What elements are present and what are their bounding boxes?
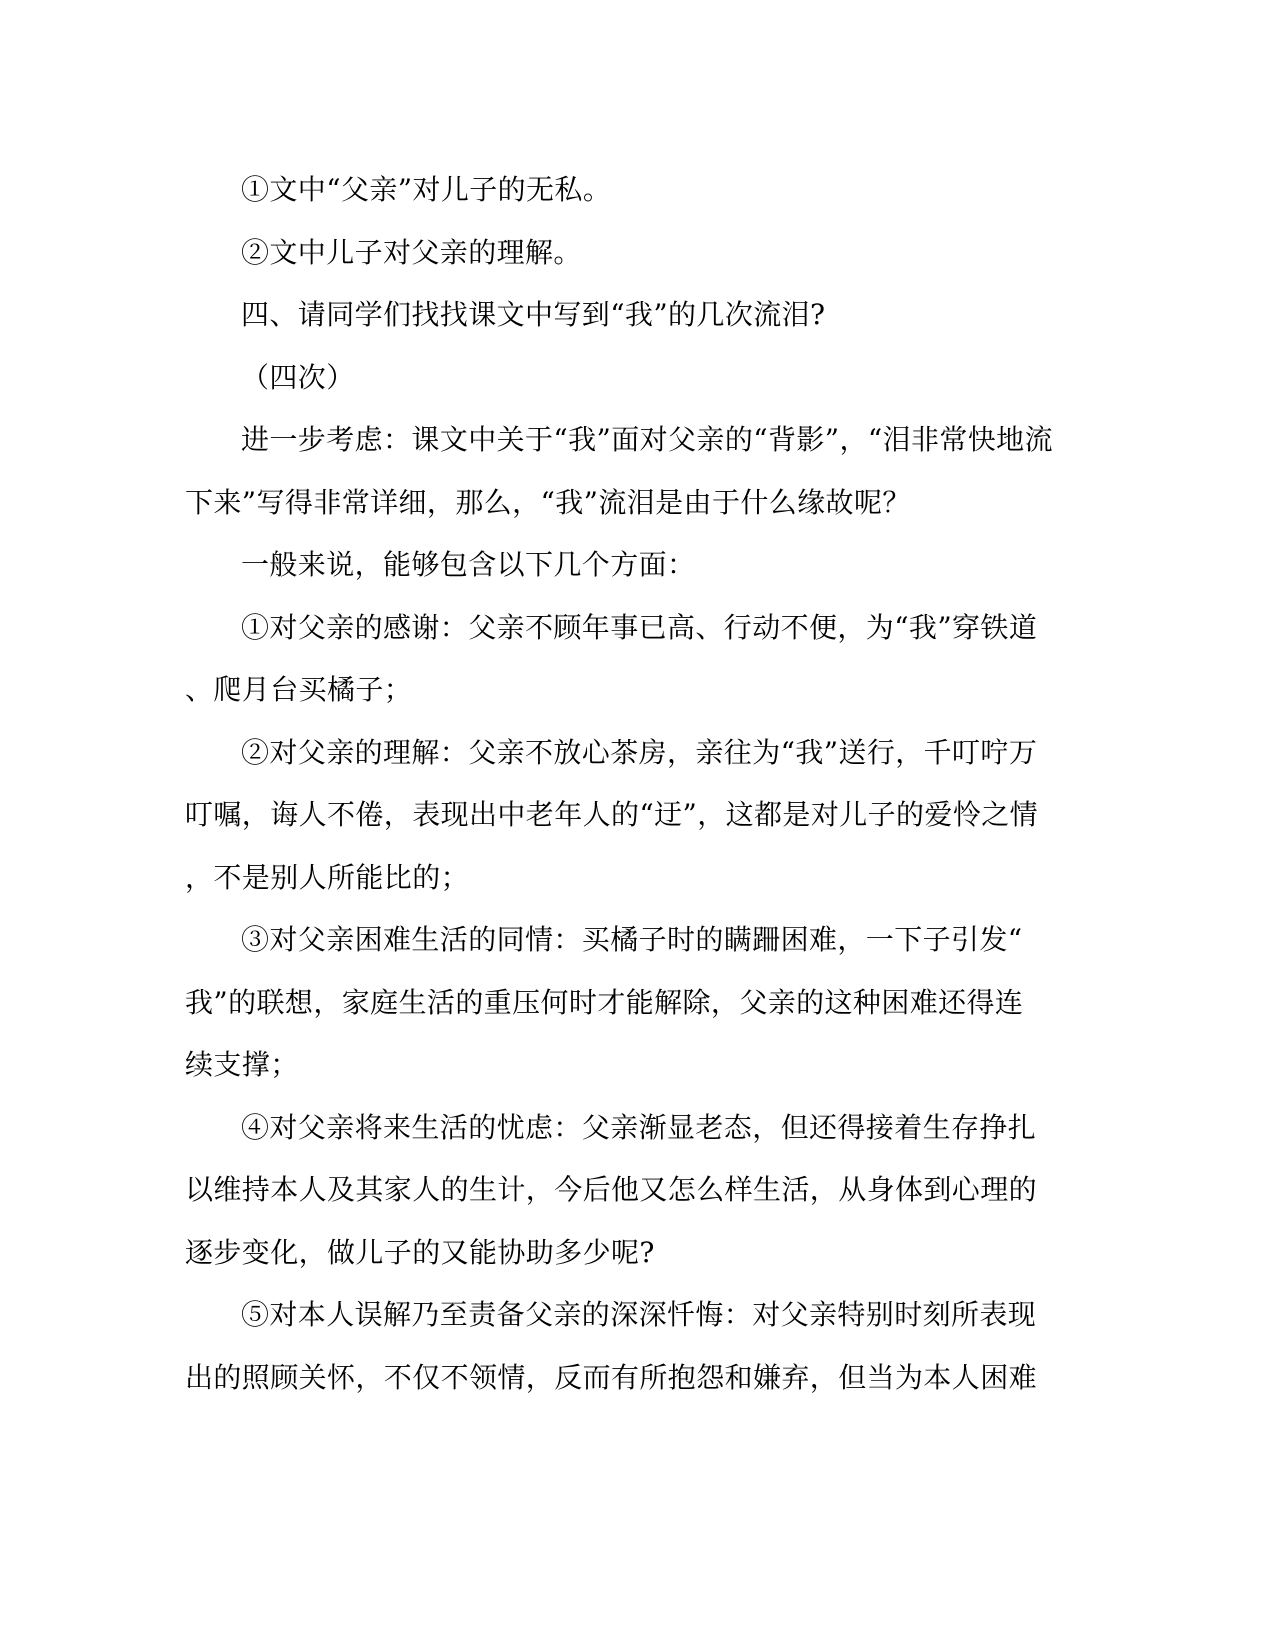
text-line: 四、请同学们找找课文中写到“我”的几次流泪? bbox=[241, 298, 826, 331]
text-line: 下来”写得非常详细，那么，“我”流泪是由于什么缘故呢？ bbox=[185, 485, 911, 519]
text-line: ③对父亲困难生活的同情：买橘子时的瞒跚困难，一下子引发“ bbox=[241, 923, 1023, 956]
text-line: ⑤对本人误解乃至责备父亲的深深忏悔：对父亲特别时刻所表现 bbox=[241, 1298, 1037, 1331]
text-line: ，不是别人所能比的； bbox=[185, 860, 470, 894]
text-line: ②文中儿子对父亲的理解。 bbox=[241, 235, 582, 269]
text-line: ①文中“父亲”对儿子的无私。 bbox=[241, 173, 612, 206]
text-line: 我”的联想，家庭生活的重压何时才能解除，父亲的这种困难还得连 bbox=[185, 985, 1024, 1019]
text-line: 进一步考虑：课文中关于“我”面对父亲的“背影”，“泪非常快地流 bbox=[241, 423, 1053, 456]
text-line: 逐步变化，做儿子的又能协助多少呢? bbox=[185, 1235, 655, 1269]
text-line: ①对父亲的感谢：父亲不顾年事已高、行动不便，为“我”穿铁道 bbox=[241, 610, 1038, 644]
text-line: ④对父亲将来生活的忧虑：父亲渐显老态，但还得接着生存挣扎 bbox=[241, 1110, 1037, 1144]
text-line: ②对父亲的理解：父亲不放心茶房，亲往为“我”送行，千叮咛万 bbox=[241, 735, 1038, 769]
text-line: （四次） bbox=[241, 360, 355, 394]
text-line: 、爬月台买橘子； bbox=[185, 673, 413, 706]
text-line: 以维持本人及其家人的生计，今后他又怎么样生活，从身体到心理的 bbox=[185, 1173, 1038, 1206]
text-line: 一般来说，能够包含以下几个方面： bbox=[241, 548, 696, 581]
document-body bbox=[185, 159, 1053, 1409]
text-line: 出的照顾关怀，不仅不领情，反而有所抱怨和嫌弃，但当为本人困难 bbox=[185, 1360, 1038, 1394]
text-line: 续支撑； bbox=[185, 1048, 299, 1081]
text-line: 叮嘱，诲人不倦，表现出中老年人的“迂”，这都是对儿子的爱怜之情 bbox=[185, 798, 1039, 831]
